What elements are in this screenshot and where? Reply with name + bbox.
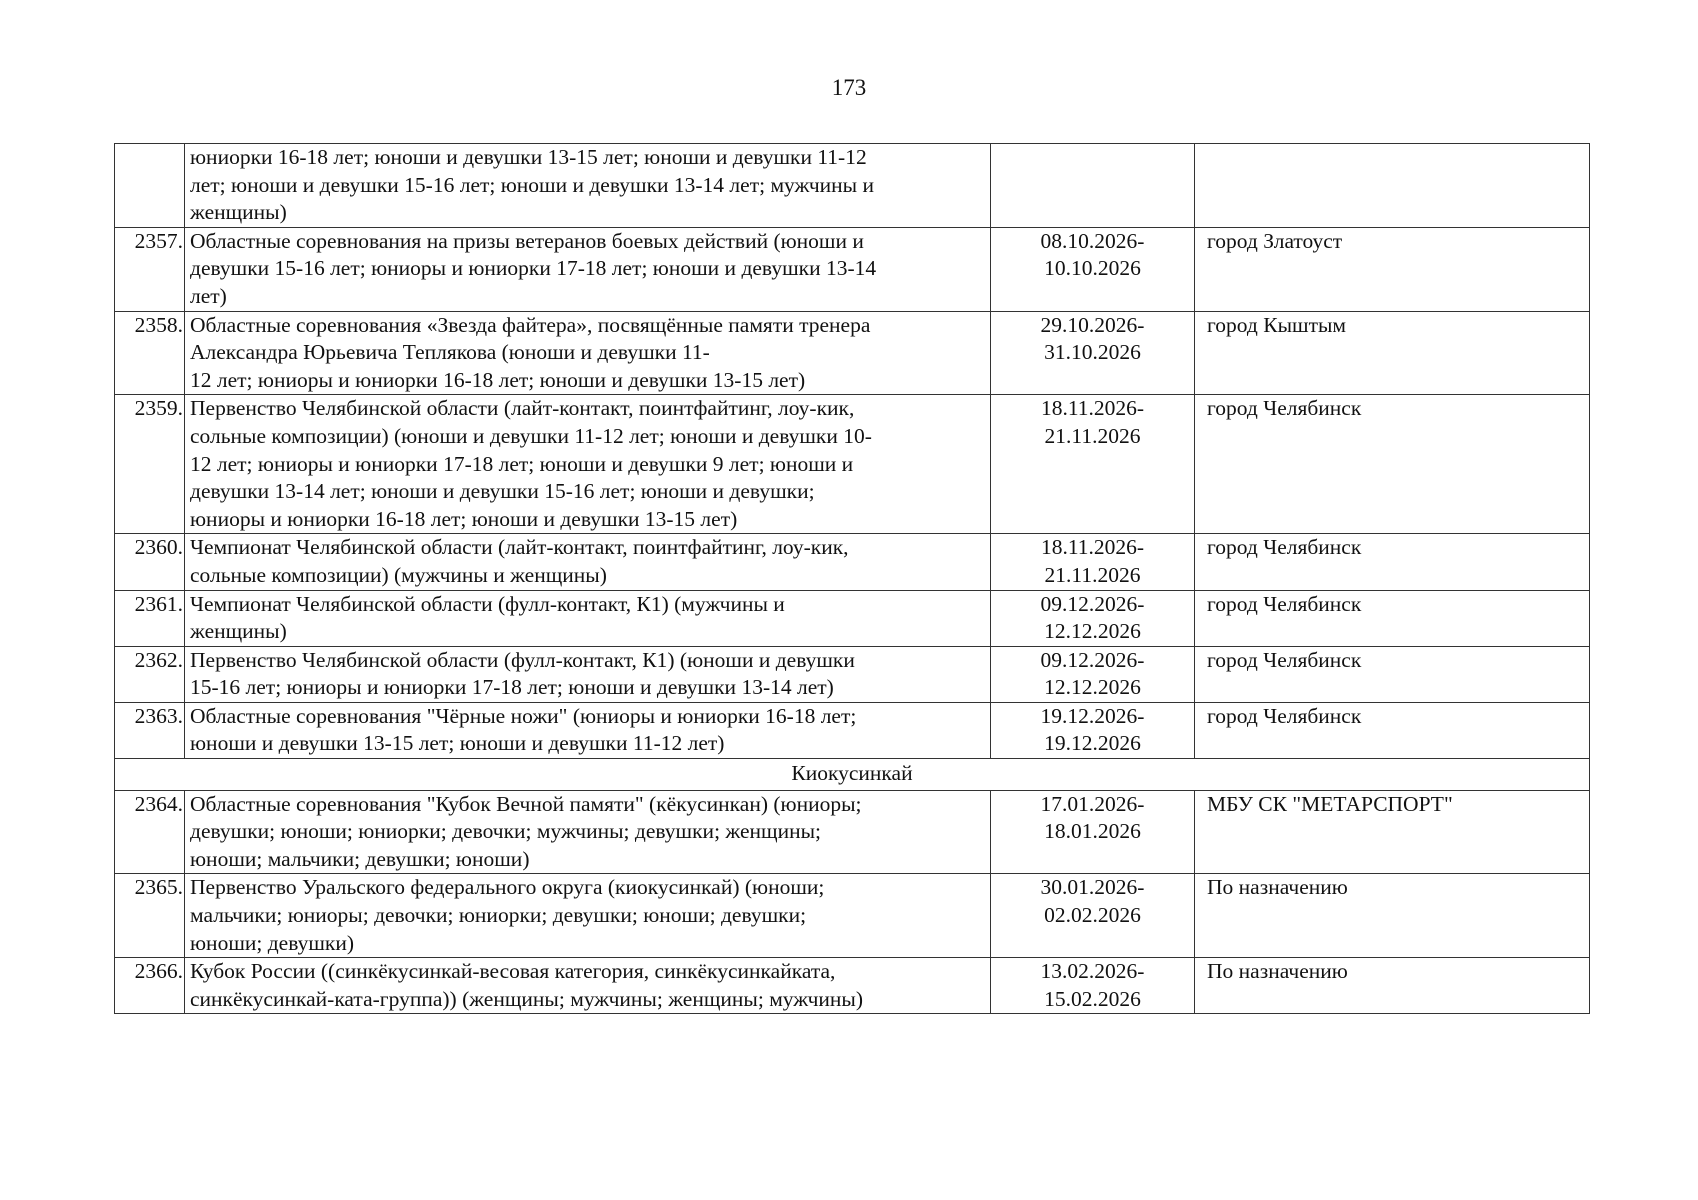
table-row xyxy=(115,144,1590,228)
event-name-line: девушки 13-14 лет; юноши и девушки 15-16 лет; юноши и девушки; xyxy=(190,479,815,504)
table-row xyxy=(115,790,1590,874)
table-row xyxy=(115,534,1590,590)
event-number: 2362. xyxy=(115,646,185,702)
event-name xyxy=(185,646,991,702)
event-name-line: Кубок России ((синкёкусинкай-весовая категория, синкёкусинкайката, xyxy=(190,959,836,984)
event-dates xyxy=(991,311,1195,395)
event-name-line: Первенство Уральского федерального округа (киокусинкай) (юноши; xyxy=(190,875,825,900)
event-name-line: Областные соревнования "Кубок Вечной памяти" (кёкусинкан) (юниоры; xyxy=(190,791,862,816)
event-number xyxy=(115,144,185,228)
event-dates xyxy=(991,534,1195,590)
date-start: 09.12.2026- xyxy=(1040,647,1145,672)
event-number: 2359. xyxy=(115,395,185,534)
event-name-line: 15-16 лет; юниоры и юниорки 17-18 лет; юноши и девушки 13-14 лет) xyxy=(190,675,834,700)
event-number: 2363. xyxy=(115,702,185,758)
date-start: 09.12.2026- xyxy=(1040,591,1145,616)
event-name xyxy=(185,227,991,311)
event-name-line: лет; юноши и девушки 15-16 лет; юноши и девушки 13-14 лет; мужчины и xyxy=(190,172,874,197)
date-end: 21.11.2026 xyxy=(1044,562,1141,587)
event-name-line: Чемпионат Челябинской области (лайт-контакт, поинтфайтинг, лоу-кик, xyxy=(190,535,849,560)
event-name-line: мальчики; юниоры; девочки; юниорки; девушки; юноши; девушки; xyxy=(190,903,807,928)
event-name xyxy=(185,874,991,958)
date-start: 29.10.2026- xyxy=(1040,312,1145,337)
event-place: город Златоуст xyxy=(1195,227,1590,311)
event-dates xyxy=(991,395,1195,534)
event-name xyxy=(185,395,991,534)
event-name-line: Областные соревнования на призы ветеранов боевых действий (юноши и xyxy=(190,228,864,253)
event-dates xyxy=(991,958,1195,1014)
event-dates xyxy=(991,227,1195,311)
event-place: город Челябинск xyxy=(1195,702,1590,758)
date-start: 17.01.2026- xyxy=(1040,791,1145,816)
table-row xyxy=(115,702,1590,758)
event-number: 2361. xyxy=(115,590,185,646)
event-dates xyxy=(991,874,1195,958)
table-row xyxy=(115,311,1590,395)
event-name-line: юноши; мальчики; девушки; юноши) xyxy=(190,846,530,871)
date-end: 21.11.2026 xyxy=(1044,423,1141,448)
event-dates xyxy=(991,790,1195,874)
event-place xyxy=(1195,144,1590,228)
date-start: 08.10.2026- xyxy=(1040,228,1145,253)
event-number: 2360. xyxy=(115,534,185,590)
event-dates xyxy=(991,144,1195,228)
event-name-line: Областные соревнования «Звезда файтера», посвящённые памяти тренера xyxy=(190,312,871,337)
event-name-line: Областные соревнования "Чёрные ножи" (юниоры и юниорки 16-18 лет; xyxy=(190,703,857,728)
event-place: По назначению xyxy=(1195,958,1590,1014)
event-name-line: Первенство Челябинской области (лайт-контакт, поинтфайтинг, лоу-кик, xyxy=(190,396,855,421)
table-row xyxy=(115,646,1590,702)
table-row xyxy=(115,590,1590,646)
event-name-line: сольные композиции) (мужчины и женщины) xyxy=(190,562,607,587)
event-name xyxy=(185,311,991,395)
date-end: 02.02.2026 xyxy=(1044,903,1141,928)
event-name xyxy=(185,144,991,228)
section-header-row xyxy=(115,759,1590,791)
event-name-line: юниоры и юниорки 16-18 лет; юноши и девушки 13-15 лет) xyxy=(190,506,738,531)
date-start: 13.02.2026- xyxy=(1040,959,1145,984)
date-end: 10.10.2026 xyxy=(1044,256,1141,281)
date-start: 19.12.2026- xyxy=(1040,703,1145,728)
section-title: Киокусинкай xyxy=(115,759,1590,791)
event-name xyxy=(185,534,991,590)
event-place: город Челябинск xyxy=(1195,534,1590,590)
event-name-line: 12 лет; юниоры и юниорки 16-18 лет; юноши и девушки 13-15 лет) xyxy=(190,367,806,392)
date-end: 12.12.2026 xyxy=(1044,675,1141,700)
event-place: город Кыштым xyxy=(1195,311,1590,395)
event-name xyxy=(185,590,991,646)
event-name-line: Первенство Челябинской области (фулл-контакт, К1) (юноши и девушки xyxy=(190,647,855,672)
event-dates xyxy=(991,590,1195,646)
date-start: 18.11.2026- xyxy=(1040,396,1145,421)
date-start: 30.01.2026- xyxy=(1040,875,1145,900)
event-name xyxy=(185,790,991,874)
event-number: 2357. xyxy=(115,227,185,311)
date-end: 31.10.2026 xyxy=(1044,340,1141,365)
event-name-line: юноши и девушки 13-15 лет; юноши и девушки 11-12 лет) xyxy=(190,731,725,756)
event-dates xyxy=(991,702,1195,758)
event-name-line: девушки; юноши; юниорки; девочки; мужчины; девушки; женщины; xyxy=(190,819,822,844)
events-table xyxy=(114,143,1590,1014)
date-end: 19.12.2026 xyxy=(1044,731,1141,756)
event-name xyxy=(185,958,991,1014)
event-number: 2364. xyxy=(115,790,185,874)
event-name-line: Чемпионат Челябинской области (фулл-контакт, К1) (мужчины и xyxy=(190,591,785,616)
event-number: 2358. xyxy=(115,311,185,395)
event-place: город Челябинск xyxy=(1195,395,1590,534)
event-place: МБУ СК "МЕТАРСПОРТ" xyxy=(1195,790,1590,874)
date-end: 12.12.2026 xyxy=(1044,619,1141,644)
date-start: 18.11.2026- xyxy=(1040,535,1145,560)
event-place: город Челябинск xyxy=(1195,590,1590,646)
event-place: По назначению xyxy=(1195,874,1590,958)
page-number: 173 xyxy=(831,75,867,100)
event-name-line: лет) xyxy=(190,283,227,308)
table-row xyxy=(115,395,1590,534)
table-row xyxy=(115,227,1590,311)
events-table-body xyxy=(115,144,1590,1014)
event-name-line: сольные композиции) (юноши и девушки 11-12 лет; юноши и девушки 10- xyxy=(190,423,872,448)
table-row xyxy=(115,958,1590,1014)
table-row xyxy=(115,874,1590,958)
event-name-line: 12 лет; юниоры и юниорки 17-18 лет; юноши и девушки 9 лет; юноши и xyxy=(190,451,854,476)
event-name-line: девушки 15-16 лет; юниоры и юниорки 17-18 лет; юноши и девушки 13-14 xyxy=(190,256,877,281)
date-end: 15.02.2026 xyxy=(1044,986,1141,1011)
event-name-line: юниорки 16-18 лет; юноши и девушки 13-15 лет; юноши и девушки 11-12 xyxy=(190,145,867,169)
event-place: город Челябинск xyxy=(1195,646,1590,702)
event-name-line: женщины) xyxy=(190,619,287,644)
event-number: 2366. xyxy=(115,958,185,1014)
event-name-line: синкёкусинкай-ката-группа)) (женщины; мужчины; женщины; мужчины) xyxy=(190,986,864,1011)
date-end: 18.01.2026 xyxy=(1044,819,1141,844)
event-name-line: юноши; девушки) xyxy=(190,930,355,955)
event-name-line: Александра Юрьевича Теплякова (юноши и девушки 11- xyxy=(190,340,710,365)
event-dates xyxy=(991,646,1195,702)
event-name-line: женщины) xyxy=(190,200,287,225)
event-name xyxy=(185,702,991,758)
event-number: 2365. xyxy=(115,874,185,958)
